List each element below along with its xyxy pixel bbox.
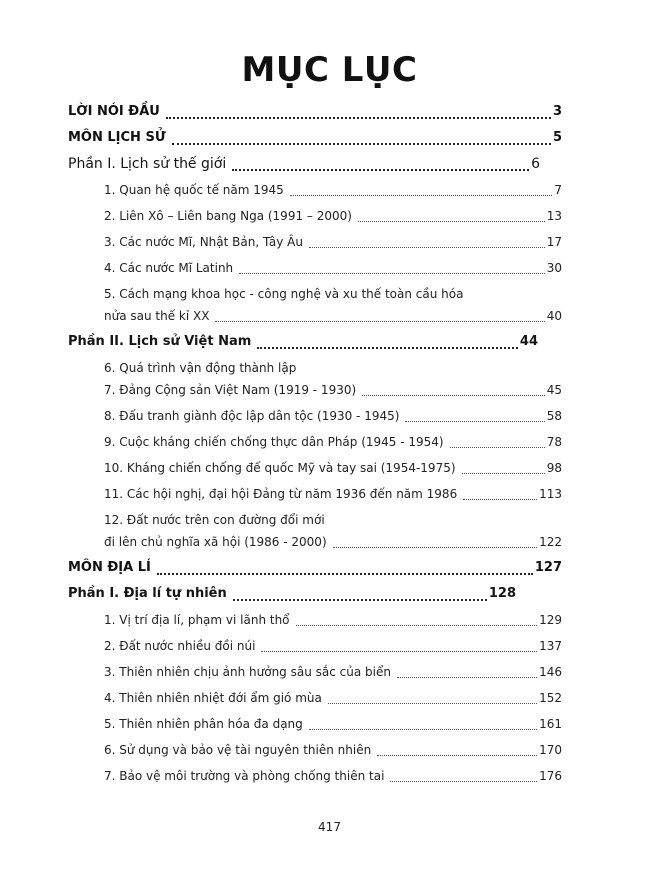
toc-entry-label: LỜI NÓI ĐẦU — [68, 104, 160, 119]
toc-entry-label: 11. Các hội nghị, đại hội Đảng từ năm 1936 đến năm 1986 — [104, 487, 458, 501]
dot-leader — [450, 447, 545, 448]
toc-entry-label: 10. Kháng chiến chống đế quốc Mỹ và tay sai (1954-1975) — [104, 461, 456, 475]
dot-leader — [462, 473, 545, 474]
toc-subentry[interactable] — [104, 714, 562, 734]
toc-subentry[interactable] — [104, 662, 562, 682]
toc-subentry[interactable] — [104, 258, 562, 278]
page-number: 417 — [318, 820, 341, 834]
toc-entry-label: nửa sau thế kỉ XX — [104, 309, 210, 323]
dot-leader — [405, 421, 544, 422]
dot-leader — [166, 117, 551, 119]
dot-leader — [233, 599, 487, 601]
dot-leader — [157, 573, 533, 575]
toc-entry-label: 2. Liên Xô – Liên bang Nga (1991 – 2000) — [104, 209, 352, 223]
dot-leader — [397, 677, 537, 678]
toc-page-number: 176 — [539, 769, 562, 783]
dot-leader — [328, 703, 537, 704]
toc-entry-label: 4. Các nước Mĩ Latinh — [104, 261, 234, 275]
toc-entry-label: đi lên chủ nghĩa xã hội (1986 - 2000) — [104, 535, 327, 549]
toc-subentry[interactable] — [104, 532, 562, 552]
toc-page-number: 7 — [554, 183, 562, 197]
toc-entry-label: 4. Thiên nhiên nhiệt đới ẩm gió mùa — [104, 691, 322, 705]
toc-subentry[interactable] — [104, 232, 562, 252]
toc-page-number: 5 — [552, 130, 562, 145]
toc-page-number: 44 — [519, 334, 538, 349]
toc-page-number: 30 — [546, 261, 562, 275]
dot-leader — [215, 321, 544, 322]
toc-page-number: 58 — [546, 409, 562, 423]
toc-entry-label: 9. Cuộc kháng chiến chống thực dân Pháp (1945 - 1954) — [104, 435, 444, 449]
toc-entry-mon-lich-su[interactable] — [68, 127, 562, 149]
toc-page-number: 6 — [531, 156, 540, 172]
toc-page-number: 146 — [539, 665, 562, 679]
toc-entry-label: 7. Đảng Cộng sản Việt Nam (1919 - 1930) — [104, 383, 357, 397]
toc-subentry[interactable] — [104, 688, 562, 708]
toc-subentry-first-line: 5. Cách mạng khoa học - công nghệ và xu thế toàn cầu hóa — [104, 287, 464, 301]
toc-entry-label: Phần I. Địa lí tự nhiên — [68, 586, 227, 601]
toc-subentry[interactable] — [104, 406, 562, 426]
toc-page-number: 17 — [546, 235, 562, 249]
toc-page-number: 128 — [488, 586, 516, 601]
dot-leader — [257, 347, 518, 349]
toc-entry-label: 1. Vị trí địa lí, phạm vi lãnh thổ — [104, 613, 290, 627]
toc-subentry[interactable] — [104, 380, 562, 400]
toc-subentry-first-line: 6. Quá trình vận động thành lập — [104, 361, 297, 375]
dot-leader — [362, 395, 545, 396]
toc-entry-loi-noi-dau[interactable] — [68, 101, 562, 123]
dot-leader — [333, 547, 537, 548]
dot-leader — [309, 247, 545, 248]
toc-entry-mon-dia-li[interactable] — [68, 557, 562, 579]
toc-subentry[interactable] — [104, 610, 562, 630]
dot-leader — [377, 755, 537, 756]
toc-entry-label: 1. Quan hệ quốc tế năm 1945 — [104, 183, 284, 197]
toc-page-number: 98 — [546, 461, 562, 475]
toc-subentry[interactable] — [104, 306, 562, 326]
toc-page-number: 45 — [546, 383, 562, 397]
toc-entry-label: 7. Bảo vệ môi trường và phòng chống thiên tai — [104, 769, 385, 783]
toc-page-number: 13 — [546, 209, 562, 223]
toc-entry-label: 8. Đấu tranh giành độc lập dân tộc (1930 - 1945) — [104, 409, 400, 423]
toc-entry-ls-phan-1[interactable] — [68, 153, 540, 175]
toc-subentry[interactable] — [104, 636, 562, 656]
toc-entry-label: MÔN ĐỊA LÍ — [68, 560, 151, 575]
toc-entry-label: MÔN LỊCH SỬ — [68, 130, 166, 145]
toc-page-number: 122 — [539, 535, 562, 549]
toc-page-number: 113 — [539, 487, 562, 501]
toc-page-number: 127 — [534, 560, 562, 575]
toc-subentry[interactable] — [104, 180, 562, 200]
toc-subentry[interactable] — [104, 458, 562, 478]
toc-entry-label: 5. Thiên nhiên phân hóa đa dạng — [104, 717, 303, 731]
dot-leader — [232, 169, 529, 171]
toc-page-number: 3 — [552, 104, 562, 119]
toc-entry-label: 3. Các nước Mĩ, Nhật Bản, Tây Âu — [104, 235, 303, 249]
dot-leader — [463, 499, 537, 500]
toc-page-number: 137 — [539, 639, 562, 653]
dot-leader — [261, 651, 537, 652]
dot-leader — [172, 143, 551, 145]
toc-entry-label: 6. Sử dụng và bảo vệ tài nguyên thiên nhiên — [104, 743, 372, 757]
dot-leader — [296, 625, 538, 626]
toc-entry-label: Phần I. Lịch sử thế giới — [68, 156, 227, 172]
toc-entry-label: 3. Thiên nhiên chịu ảnh hưởng sâu sắc của biển — [104, 665, 391, 679]
toc-page-number: 161 — [539, 717, 562, 731]
toc-entry-label: Phần II. Lịch sử Việt Nam — [68, 334, 252, 349]
toc-subentry[interactable] — [104, 206, 562, 226]
dot-leader — [390, 781, 537, 782]
toc-subentry[interactable] — [104, 432, 562, 452]
toc-page-number: 40 — [546, 309, 562, 323]
toc-subentry-first-line: 12. Đất nước trên con đường đổi mới — [104, 513, 325, 527]
toc-entry-ls-phan-2[interactable] — [68, 331, 538, 353]
dot-leader — [358, 221, 545, 222]
toc-page-number: 152 — [539, 691, 562, 705]
toc-subentry[interactable] — [104, 766, 562, 786]
dot-leader — [239, 273, 545, 274]
dot-leader — [290, 195, 553, 196]
dot-leader — [309, 729, 537, 730]
toc-subentry[interactable] — [104, 484, 562, 504]
toc-entry-label: 2. Đất nước nhiều đồi núi — [104, 639, 256, 653]
toc-page-number: 78 — [546, 435, 562, 449]
toc-entry-dl-phan-1[interactable] — [68, 583, 516, 605]
toc-subentry[interactable] — [104, 740, 562, 760]
toc-page-number: 129 — [539, 613, 562, 627]
toc-page-number: 170 — [539, 743, 562, 757]
page-title: MỤC LỤC — [241, 50, 418, 90]
